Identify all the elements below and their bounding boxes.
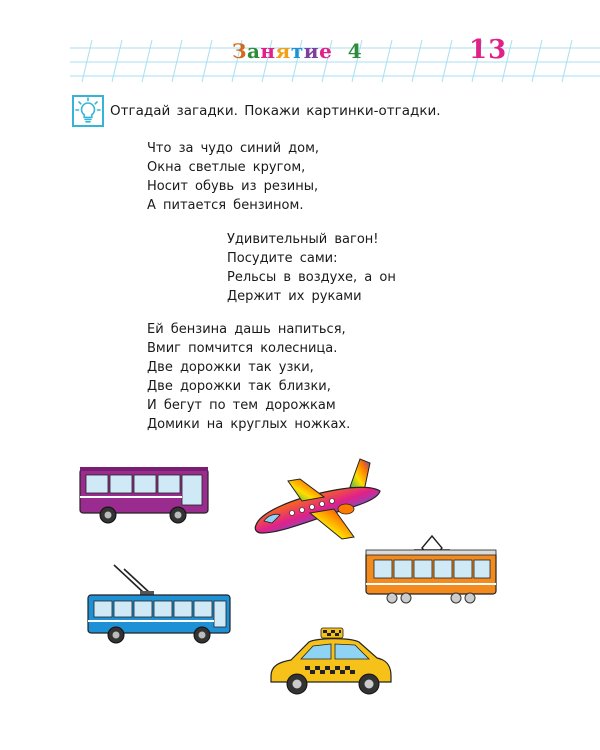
riddle-line: А питается бензином. — [147, 198, 304, 213]
lesson-title — [232, 39, 362, 63]
page-number: 13 — [469, 35, 508, 65]
riddle-line: Рельсы в воздухе, а он — [227, 270, 396, 285]
riddle-line: Держит их руками — [227, 289, 362, 304]
riddle-bus — [147, 139, 319, 215]
title-letter: З — [232, 39, 247, 63]
riddle-line: Удивительный вагон! — [227, 232, 379, 247]
title-letter: н — [260, 39, 276, 63]
title-letter: т — [290, 39, 304, 63]
title-letter: е — [319, 39, 333, 63]
lightbulb-icon — [72, 95, 104, 127]
title-letter: а — [246, 39, 261, 63]
riddle-line: Две дорожки так близки, — [147, 379, 331, 394]
title-letter: и — [303, 39, 320, 63]
riddle-car — [147, 320, 350, 434]
riddle-trolleybus — [227, 230, 396, 306]
tram-picture[interactable] — [362, 528, 500, 606]
riddle-line: Две дорожки так узки, — [147, 360, 314, 375]
riddle-line: Домики на круглых ножках. — [147, 417, 351, 432]
riddle-line: Посудите сами: — [227, 251, 338, 266]
lesson-number: 4 — [347, 39, 363, 63]
riddle-line: Носит обувь из резины, — [147, 179, 319, 194]
bus-picture[interactable] — [78, 465, 210, 527]
trolleybus-picture[interactable] — [84, 563, 234, 645]
riddle-line: Вмиг помчится колесница. — [147, 341, 338, 356]
riddle-line: Ей бензина дашь напиться, — [147, 322, 346, 337]
riddle-line: Что за чудо синий дом, — [147, 141, 320, 156]
riddle-line: И бегут по тем дорожкам — [147, 398, 336, 413]
taxi-picture[interactable] — [265, 626, 395, 696]
title-letter: я — [275, 39, 291, 63]
riddle-line: Окна светлые кругом, — [147, 160, 306, 175]
task-instruction: Отгадай загадки. Покажи картинки-отгадки. — [110, 103, 441, 119]
